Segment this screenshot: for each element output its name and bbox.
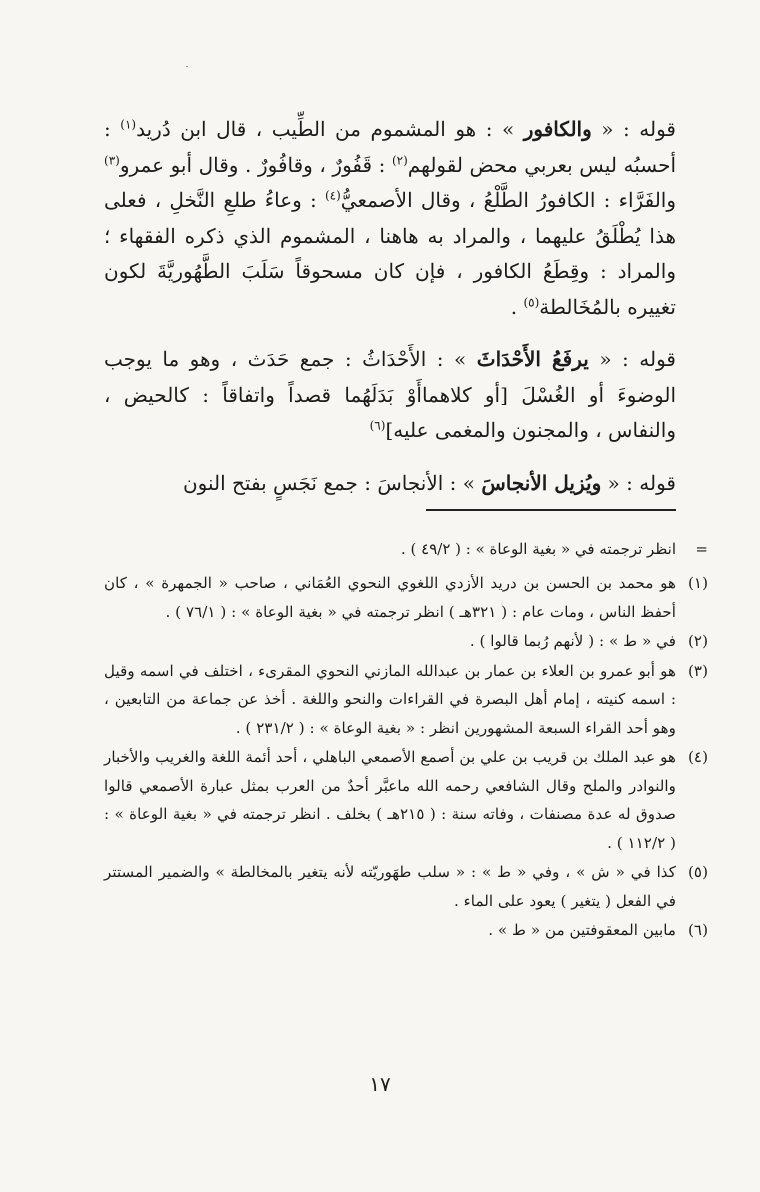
- text-run: : أحسبُه ليس بعربي محض لقولهم: [104, 117, 676, 177]
- main-text: [104, 112, 676, 501]
- lemma-heading: يرفَعُ الأَحْدَاثَ: [476, 347, 589, 371]
- footnote-text: هو محمد بن الحسن بن دريد الأزدي اللغوي النحوي العُمَاني ، صاحب « الجمهرة » ، كان أحفظ الناس ، ومات عام : ( ٣٢١هـ ) انظر ترجمته في « بغية الوعاة » : ( ٧٦/١ ) .: [104, 574, 676, 621]
- footnote-ref: (٤): [324, 188, 341, 203]
- footnote-ref: (١): [120, 117, 137, 132]
- text-run: » : الأنجاسَ : جمع نَجَسٍ بفتح النون: [182, 470, 482, 495]
- footnote-3: [104, 657, 709, 743]
- text-run: قوله : «: [601, 470, 676, 495]
- page-number: ١٧: [369, 1072, 391, 1096]
- text-run: : وعاءُ طلعِ النَّخلِ ، فعلى هذا يُطْلَقُ عليهما ، والمراد به هاهنا ، المشموم الذي ذكره الفقهاء ؛ والمراد : وقِطَعُ الكافور ، فإن كان مسحوقاً سَلَبَ الطَّهُوريَّةَ لكون تغييره بالمُخَالطة: [104, 188, 676, 319]
- footnote-6: [104, 916, 709, 945]
- footnote-separator: [426, 509, 676, 511]
- footnote-number: (٢): [687, 632, 709, 650]
- footnote-number: (٣): [687, 661, 709, 680]
- footnote-text: انظر ترجمته في « بغية الوعاة » : ( ٤٩/٢ ) .: [401, 540, 676, 558]
- text-run: : قَفُورٌ ، وقافُورٌ . وقال أبو عمرو: [119, 152, 392, 177]
- text-run: » : هو المشموم من الطِّيب ، قال ابن دُريد: [136, 117, 524, 141]
- footnote-number: (٦): [687, 921, 709, 939]
- lemma-heading: ويُزيل الأنجاسَ: [481, 470, 602, 495]
- footnote-1: [104, 569, 709, 626]
- footnote-number: (٥): [687, 863, 709, 881]
- page-body: [104, 112, 709, 946]
- footnote-ref: (٢): [391, 152, 408, 167]
- footnote-number: (٤): [687, 748, 709, 766]
- text-run: والفَرَّاء : الكافورُ الطَّلْعُ ، وقال الأصمعيُّ: [340, 188, 676, 212]
- footnote-ref: (٣): [104, 152, 120, 167]
- text-run: قوله : «: [588, 347, 676, 371]
- footnote-5: [104, 858, 709, 915]
- footnote-text: مابين المعقوفتين من « ط » .: [488, 921, 676, 939]
- footnotes: [104, 537, 709, 945]
- footnote-continuation: [104, 537, 708, 561]
- footnote-number: (١): [687, 574, 709, 592]
- lemma-heading: والكافور: [523, 117, 592, 141]
- continuation-marker: =: [695, 540, 708, 558]
- text-run: » : الأَحْدَاثُ : جمع حَدَث ، وهو ما يوجب الوضوءَ أو الغُسْلَ [أو كلاهماأَوْ بَدَلَهُما قصداً واتفاقاً : كالحيض ، والنفاس ، والمجنون والمغمى عليه]: [104, 347, 677, 442]
- footnote-ref: (٥): [523, 294, 540, 309]
- text-run: .: [510, 294, 524, 319]
- footnote-text: هو أبو عمرو بن العلاء بن عمار بن عبدالله المازني النحوي المقرىء ، اختلف في اسمه وقيل : اسمه كنيته ، إمام أهل البصرة في القراءات والنحو واللغة . أخذ عن جماعة من التابعين ، وهو أحد القراء السبعة المشهورين انظر : « بغية الوعاة » : ( ٢٣١/٢ ) .: [104, 661, 676, 737]
- scan-speck: [186, 66, 188, 67]
- paragraph-ahdath: [104, 342, 676, 449]
- footnote-text: كذا في « ش » ، وفي « ط » : « سلب طهَوريّته لأنه يتغير بالمخالطة » والضمير المستتر في الفعل ( يتغير ) يعود على الماء .: [104, 863, 676, 910]
- footnote-text: في « ط » : ( لأنهم رُبما قالوا ) .: [469, 632, 676, 650]
- footnote-ref: (٦): [369, 418, 386, 433]
- text-run: قوله : «: [591, 117, 676, 141]
- footnote-4: [104, 743, 709, 857]
- paragraph-kafur: [104, 112, 676, 325]
- footnote-2: [104, 627, 709, 656]
- paragraph-anjas: [104, 466, 676, 502]
- footnote-text: هو عبد الملك بن قريب بن علي بن أصمع الأصمعي الباهلي ، أحد أئمة اللغة والغريب والأخبار والنوادر والملح وقال الشافعي رحمه الله ماعبَّر أحدٌ من العرب بمثل عبارة الأصمعي قالوا صدوق له عدة مصنفات ، وفاته سنة : ( ٢١٥هـ ) بخلف . انظر ترجمته في « بغية الوعاة » : ( ١١٢/٢ ) .: [104, 748, 676, 852]
